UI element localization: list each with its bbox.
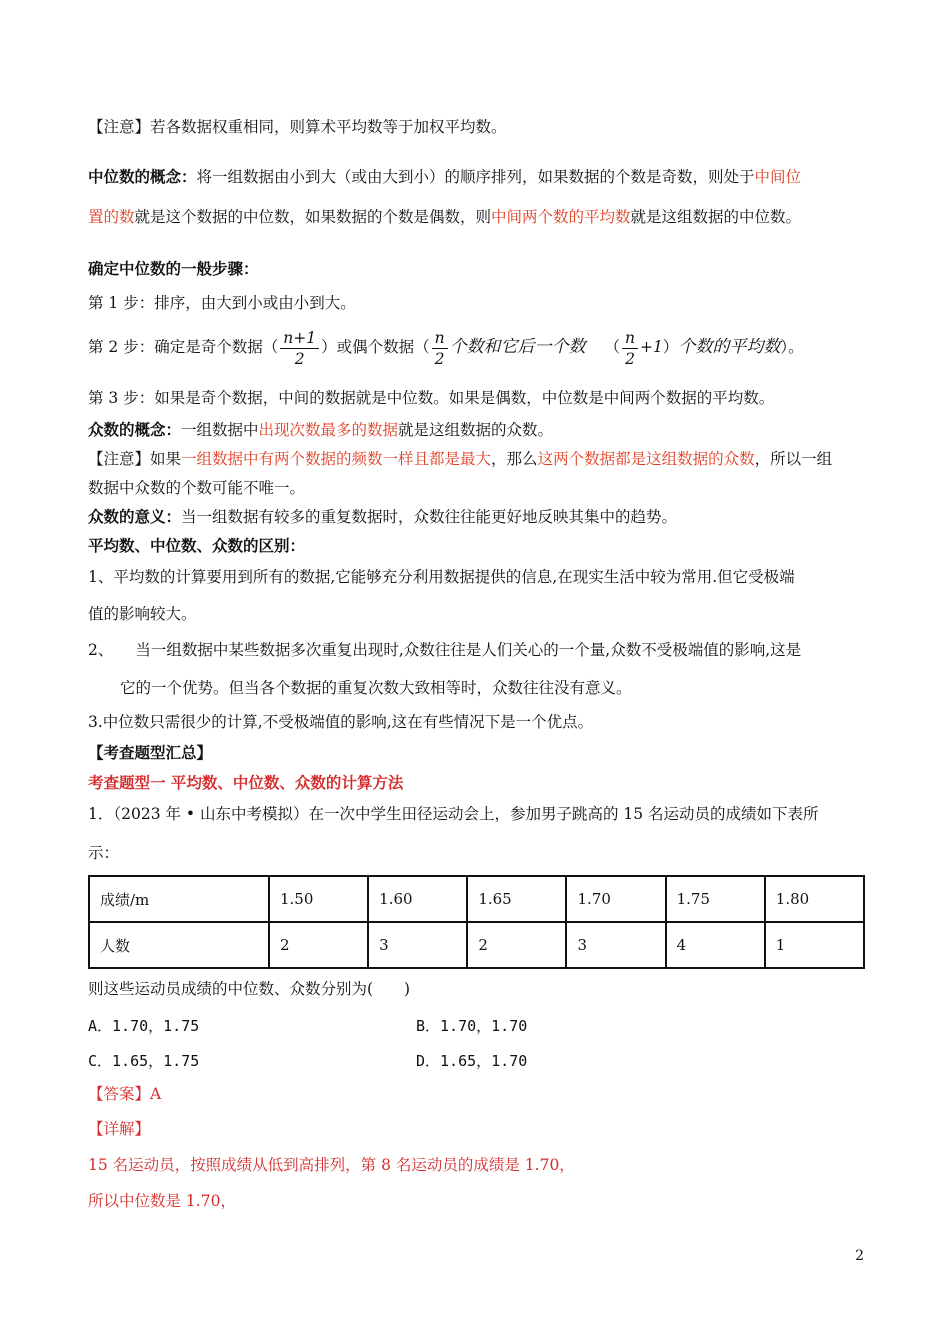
option-a: A．1.70，1.75 [88,1017,200,1035]
table-cell: 1.80 [765,876,864,922]
difference-item-1b: 值的影响较大。 [88,605,197,623]
note-mode-line2: 数据中众数的个数可能不唯一。 [88,479,306,497]
fraction-n-over-2-b: $\frac{n}{2}$ [622,328,638,369]
note-equal-weights: 【注意】若各数据权重相同，则算术平均数等于加权平均数。 [88,118,507,136]
step-2: 第 2 步：确定是奇个数据（ $\frac{n+1}{2}$ ）或偶个数据（ $\frac{n}{2}$ 个数和它后一个数 （ $\frac{n}{2}$ +1）个数的平均数）。 [88,328,804,368]
note-mode-line1: 【注意】如果一组数据中有两个数据的频数一样且都是最大，那么这两个数据都是这组数据的众数，所以一组 [88,450,833,468]
difference-title: 平均数、中位数、众数的区别： [88,536,306,555]
median-concept-line1: 中位数的概念：将一组数据由小到大（或由大到小）的顺序排列，如果数据的个数是奇数，则处于中间位 [88,167,802,186]
answer: 【答案】A [88,1085,162,1103]
page-number: 2 [855,1248,864,1264]
table-cell: 1.75 [666,876,765,922]
difference-item-1a: 1、平均数的计算要用到所有的数据,它能够充分利用数据提供的信息,在现实生活中较为常用.但它受极端 [88,568,795,586]
type1-title: 考查题型一 平均数、中位数、众数的计算方法 [88,773,404,792]
option-d: D．1.65，1.70 [416,1052,528,1070]
table-cell: 2 [467,922,566,968]
table-cell: 成绩/m [89,876,269,922]
difference-item-2a: 2、 当一组数据中某些数据多次重复出现时,众数往往是人们关心的一个量,众数不受极端值的影响,这是 [88,641,802,659]
table-cell: 4 [666,922,765,968]
fraction-n-over-2: $\frac{n}{2}$ [432,328,448,369]
step-1: 第 1 步：排序，由大到小或由小到大。 [88,294,356,312]
steps-title: 确定中位数的一般步骤： [88,259,259,278]
question-1-ask: 则这些运动员成绩的中位数、众数分别为( ) [88,980,411,998]
table-cell: 2 [269,922,368,968]
question-1-line2: 示： [88,844,120,862]
table-row [89,876,864,922]
detail-line1: 15 名运动员，按照成绩从低到高排列，第 8 名运动员的成绩是 1.70， [88,1156,575,1174]
summary-title: 【考查题型汇总】 [88,743,213,762]
table-cell: 人数 [89,922,269,968]
difference-item-3: 3.中位数只需很少的计算,不受极端值的影响,这在有些情况下是一个优点。 [88,713,594,731]
table-cell: 1 [765,922,864,968]
step-3: 第 3 步：如果是奇个数据，中间的数据就是中位数。如果是偶数，中位数是中间两个数据的平均数。 [88,389,775,407]
detail-line2: 所以中位数是 1.70， [88,1192,236,1210]
table-cell: 1.50 [269,876,368,922]
option-c: C．1.65，1.75 [88,1052,200,1070]
question-1-line1: 1．（2023 年 • 山东中考模拟）在一次中学生田径运动会上，参加男子跳高的 15 名运动员的成绩如下表所 [88,805,819,823]
scores-table [88,875,865,969]
table-cell: 3 [566,922,665,968]
median-concept-line2: 置的数就是这个数据的中位数，如果数据的个数是偶数，则中间两个数的平均数就是这组数据的中位数。 [88,208,802,226]
fraction-n-plus-1-over-2: $\frac{n+1}{2}$ [280,328,319,369]
table-cell: 1.70 [566,876,665,922]
mode-meaning: 众数的意义：当一组数据有较多的重复数据时，众数往往能更好地反映其集中的趋势。 [88,507,678,526]
table-cell: 1.65 [467,876,566,922]
difference-item-2b: 它的一个优势。但当各个数据的重复次数大致相等时，众数往往没有意义。 [120,679,632,697]
table-cell: 3 [368,922,467,968]
table-row [89,922,864,968]
detail-tag: 【详解】 [88,1120,151,1138]
option-b: B．1.70，1.70 [416,1017,528,1035]
mode-concept: 众数的概念：一组数据中出现次数最多的数据就是这组数据的众数。 [88,420,554,439]
table-cell: 1.60 [368,876,467,922]
